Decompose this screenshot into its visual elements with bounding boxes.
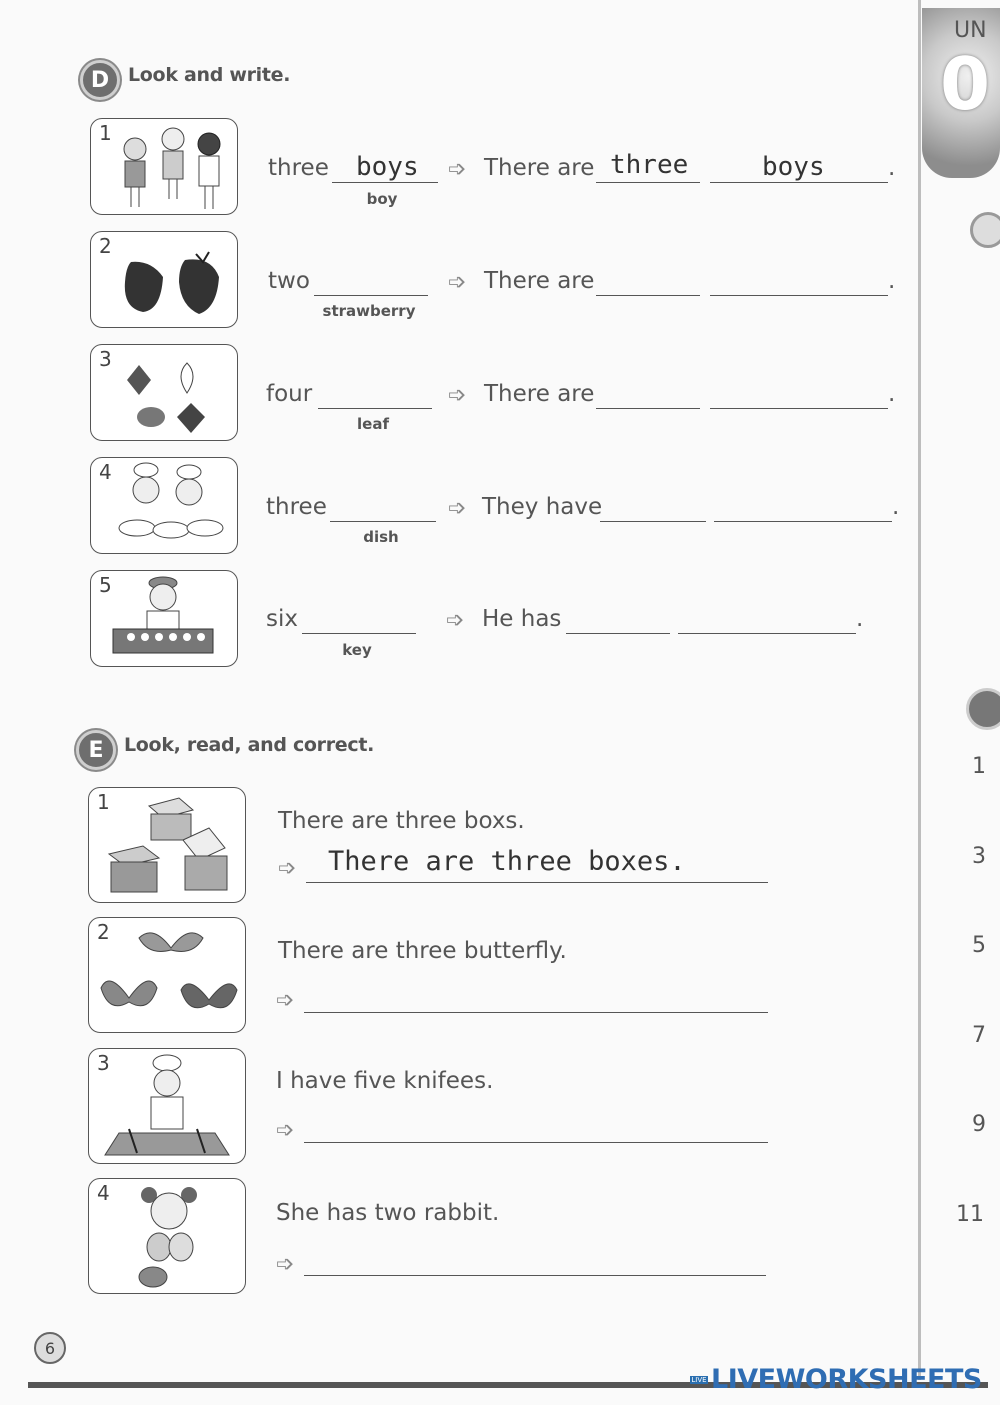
brand-logo[interactable] xyxy=(690,1364,982,1395)
answer-blank[interactable] xyxy=(314,295,428,296)
item-number: 4 xyxy=(99,460,112,484)
item-number: 3 xyxy=(97,1051,110,1075)
count-blank[interactable] xyxy=(596,295,700,296)
side-number-11: 11 xyxy=(956,1202,984,1227)
noun-blank[interactable] xyxy=(714,521,892,522)
item-number: 1 xyxy=(99,121,112,145)
arrow-icon: ➩ xyxy=(276,1118,295,1143)
girl-with-rabbits-illustration xyxy=(89,1179,245,1293)
arrow-icon: ➩ xyxy=(448,383,467,408)
picture-frame xyxy=(90,118,238,215)
word-hint: strawberry xyxy=(322,302,416,320)
unit-label: UN xyxy=(954,18,987,43)
side-number-3: 3 xyxy=(972,844,986,869)
picture-frame xyxy=(88,1178,246,1294)
brand-badge: LIVE xyxy=(691,1375,707,1384)
section-d-title: Look and write. xyxy=(128,64,291,86)
arrow-icon: ➩ xyxy=(446,608,465,633)
side-badge-top xyxy=(970,212,1000,248)
count-blank[interactable] xyxy=(600,521,706,522)
sentence-period: . xyxy=(892,494,900,520)
side-badge-bottom xyxy=(966,688,1000,730)
count-blank[interactable] xyxy=(596,408,700,409)
handwritten-correction: There are three boxes. xyxy=(328,846,686,877)
section-d-badge: D xyxy=(80,60,120,100)
number-word: six xyxy=(266,606,298,632)
picture-frame xyxy=(90,457,238,554)
incorrect-sentence: There are three boxs. xyxy=(278,808,525,834)
item-number: 4 xyxy=(97,1181,110,1205)
correction-blank[interactable] xyxy=(304,1275,766,1276)
side-number-1: 1 xyxy=(972,754,986,779)
brand-name: LIVEWORKSHEETS xyxy=(711,1364,982,1395)
sentence-period: . xyxy=(888,268,896,294)
side-number-9: 9 xyxy=(972,1112,986,1137)
arrow-icon: ➩ xyxy=(278,856,297,881)
sentence-lead: There are xyxy=(484,381,595,407)
chef-with-knives-illustration xyxy=(89,1049,245,1163)
arrow-icon: ➩ xyxy=(276,988,295,1013)
side-strip xyxy=(918,0,1000,1380)
side-strip-edge xyxy=(918,0,921,1380)
answer-blank[interactable] xyxy=(318,408,432,409)
incorrect-sentence: There are three butterfly. xyxy=(278,938,567,964)
number-word: four xyxy=(266,381,313,407)
item-number: 3 xyxy=(99,347,112,371)
picture-frame xyxy=(90,344,238,441)
strawberries-illustration xyxy=(91,232,237,327)
arrow-icon: ➩ xyxy=(276,1252,295,1277)
page-number-badge xyxy=(34,1332,66,1364)
handwritten-noun: boys xyxy=(762,152,825,182)
page-number: 6 xyxy=(44,1338,56,1358)
section-e-badge: E xyxy=(76,730,116,770)
boys-illustration xyxy=(91,119,237,214)
number-word: three xyxy=(268,155,329,181)
picture-frame xyxy=(88,917,246,1033)
answer-blank[interactable] xyxy=(332,182,438,183)
answer-blank[interactable] xyxy=(302,633,416,634)
butterflies-illustration xyxy=(89,918,245,1032)
handwritten-count: three xyxy=(610,150,689,180)
word-hint: boy xyxy=(366,190,398,208)
sentence-period: . xyxy=(856,606,864,632)
sentence-lead: He has xyxy=(482,606,562,632)
incorrect-sentence: She has two rabbit. xyxy=(276,1200,500,1226)
sentence-period: . xyxy=(888,381,896,407)
item-number: 5 xyxy=(99,573,112,597)
answer-blank[interactable] xyxy=(330,521,436,522)
picture-frame xyxy=(90,570,238,667)
noun-blank[interactable] xyxy=(678,633,856,634)
sentence-lead: There are xyxy=(484,155,595,181)
item-number: 2 xyxy=(99,234,112,258)
sentence-lead: There are xyxy=(484,268,595,294)
correction-blank[interactable] xyxy=(306,882,768,883)
boy-with-keys-illustration xyxy=(91,571,237,666)
chefs-with-dishes-illustration xyxy=(91,458,237,553)
item-number: 2 xyxy=(97,920,110,944)
number-word: two xyxy=(268,268,310,294)
noun-blank[interactable] xyxy=(710,408,888,409)
number-word: three xyxy=(266,494,327,520)
correction-blank[interactable] xyxy=(304,1142,768,1143)
count-blank[interactable] xyxy=(596,182,700,183)
count-blank[interactable] xyxy=(566,633,670,634)
item-number: 1 xyxy=(97,790,110,814)
section-e-title: Look, read, and correct. xyxy=(124,734,375,756)
leaves-illustration xyxy=(91,345,237,440)
sentence-period: . xyxy=(888,155,896,181)
word-hint: leaf xyxy=(357,415,389,433)
correction-blank[interactable] xyxy=(304,1012,768,1013)
word-hint: dish xyxy=(363,528,399,546)
noun-blank[interactable] xyxy=(710,182,888,183)
incorrect-sentence: I have five knifees. xyxy=(276,1068,494,1094)
word-hint: key xyxy=(342,641,372,659)
side-number-5: 5 xyxy=(972,933,986,958)
side-number-7: 7 xyxy=(972,1023,986,1048)
unit-number: 0 xyxy=(940,42,991,126)
picture-frame xyxy=(88,787,246,903)
arrow-icon: ➩ xyxy=(448,157,467,182)
sentence-lead: They have xyxy=(482,494,603,520)
handwritten-answer: boys xyxy=(356,152,419,182)
picture-frame xyxy=(88,1048,246,1164)
arrow-icon: ➩ xyxy=(448,270,467,295)
noun-blank[interactable] xyxy=(710,295,888,296)
picture-frame xyxy=(90,231,238,328)
boxes-illustration xyxy=(89,788,245,902)
arrow-icon: ➩ xyxy=(448,496,467,521)
